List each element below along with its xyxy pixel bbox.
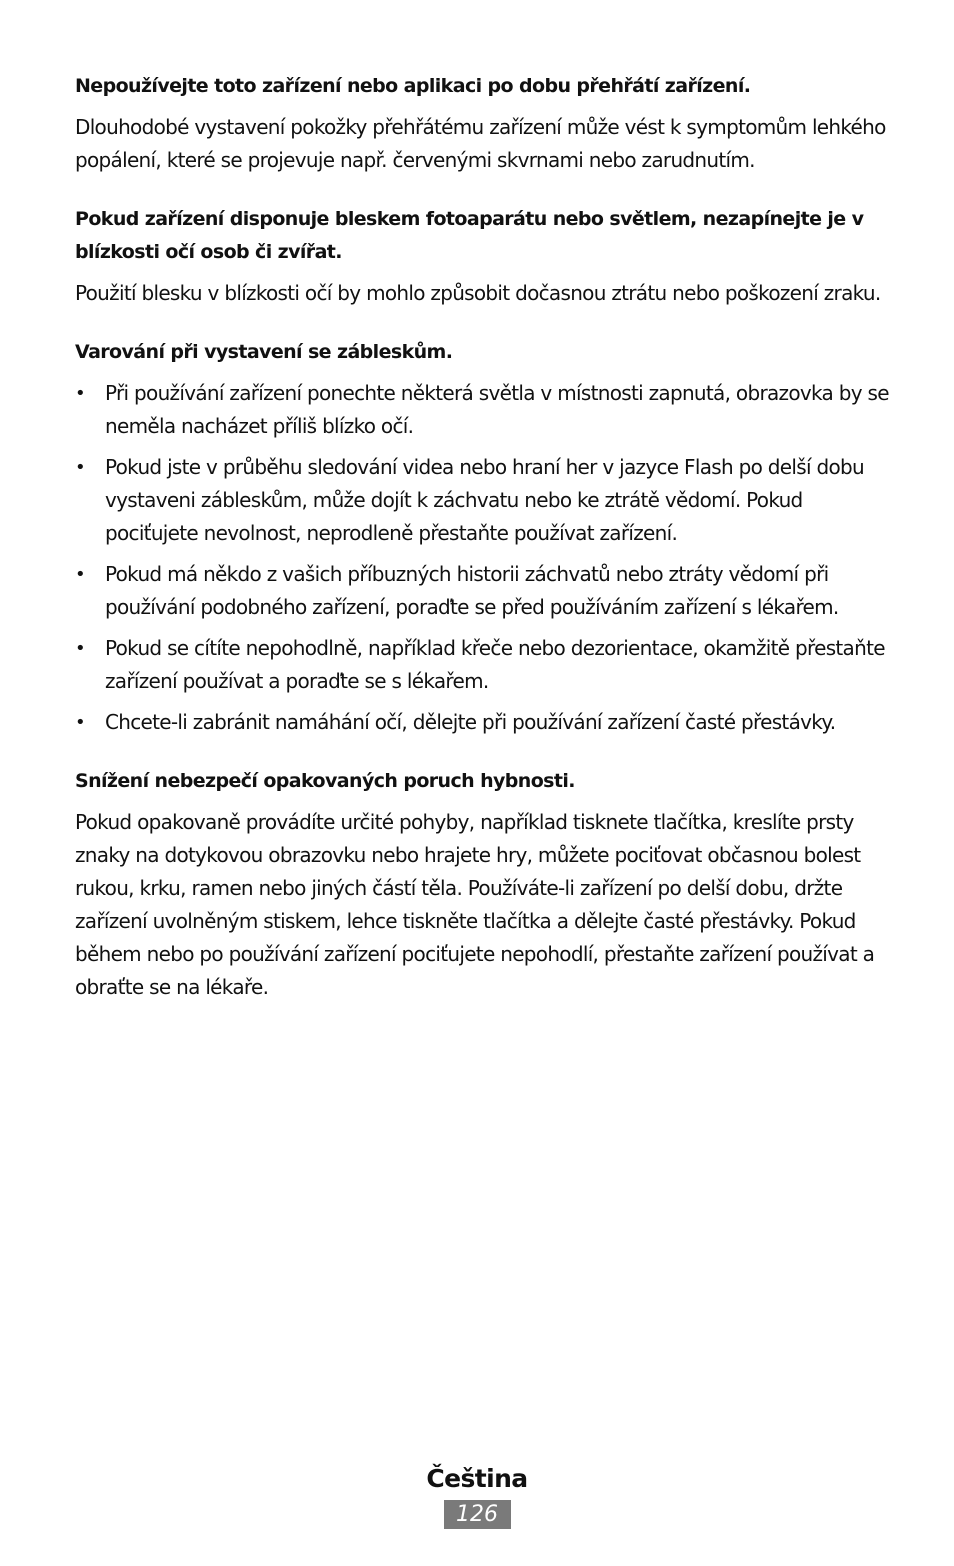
section-paragraph: Pokud opakovaně provádíte určité pohyby, například tisknete tlačítka, kreslíte prsty znaky na dotykovou obrazovku nebo hrajete hry, můžete pociťovat občasnou bolest rukou, krku, ramen nebo jiných částí těla. Používáte-li zařízení po delší dobu, držte zařízení uvolněným stiskem, lehce tiskněte tlačítka a dělejte časté přestávky. Pokud během nebo po používání zařízení pociťujete nepohodlí, přestaňte zařízení používat a obraťte se na lékaře. bbox=[75, 810, 875, 999]
list-item-text: Pokud má někdo z vašich příbuzných historii záchvatů nebo ztráty vědomí při používání podobného zařízení, poraďte se před používáním zařízení s lékařem. bbox=[105, 562, 839, 619]
section-paragraph: Dlouhodobé vystavení pokožky přehřátému zařízení může vést k symptomům lehkého popálení, které se projevuje např. červenými skvrnami nebo zarudnutím. bbox=[75, 115, 886, 172]
list-item-text: Chcete-li zabránit namáhání očí, dělejte při používání zařízení časté přestávky. bbox=[105, 710, 836, 734]
section-overheating bbox=[75, 70, 890, 177]
section-flash-warning bbox=[75, 336, 890, 739]
page-footer bbox=[0, 1462, 954, 1529]
list-item-text: Pokud se cítíte nepohodlně, například křeče nebo dezorientace, okamžitě přestaňte zařízení používat a poraďte se s lékařem. bbox=[105, 636, 885, 693]
list-item bbox=[75, 632, 890, 698]
page-number-badge: 126 bbox=[444, 1500, 511, 1529]
section-heading: Varování při vystavení se zábleskům. bbox=[75, 341, 453, 363]
bullet-list bbox=[75, 377, 890, 739]
bullet-icon: • bbox=[75, 564, 85, 585]
bullet-icon: • bbox=[75, 457, 85, 478]
bullet-icon: • bbox=[75, 638, 85, 659]
section-paragraph: Použití blesku v blízkosti očí by mohlo způsobit dočasnou ztrátu nebo poškození zraku. bbox=[75, 281, 881, 305]
document-body bbox=[75, 70, 890, 1004]
list-item bbox=[75, 451, 890, 550]
section-heading: Snížení nebezpečí opakovaných poruch hybnosti. bbox=[75, 770, 575, 792]
list-item bbox=[75, 558, 890, 624]
footer-language: Čeština bbox=[426, 1464, 528, 1493]
bullet-icon: • bbox=[75, 383, 85, 404]
list-item-text: Pokud jste v průběhu sledování videa nebo hraní her v jazyce Flash po delší dobu vystaveni zábleskům, může dojít k záchvatu nebo ke ztrátě vědomí. Pokud pociťujete nevolnost, neprodleně přestaňte používat zařízení. bbox=[105, 455, 864, 545]
list-item bbox=[75, 706, 890, 739]
list-item-text: Při používání zařízení ponechte některá světla v místnosti zapnutá, obrazovka by se neměla nacházet příliš blízko očí. bbox=[105, 381, 889, 438]
section-heading: Nepoužívejte toto zařízení nebo aplikaci po dobu přehřátí zařízení. bbox=[75, 75, 751, 97]
section-repetitive-strain bbox=[75, 765, 890, 1004]
list-item bbox=[75, 377, 890, 443]
bullet-icon: • bbox=[75, 712, 85, 733]
section-heading: Pokud zařízení disponuje bleskem fotoaparátu nebo světlem, nezapínejte je v blízkosti očí osob či zvířat. bbox=[75, 208, 864, 263]
section-flash-light bbox=[75, 203, 890, 310]
